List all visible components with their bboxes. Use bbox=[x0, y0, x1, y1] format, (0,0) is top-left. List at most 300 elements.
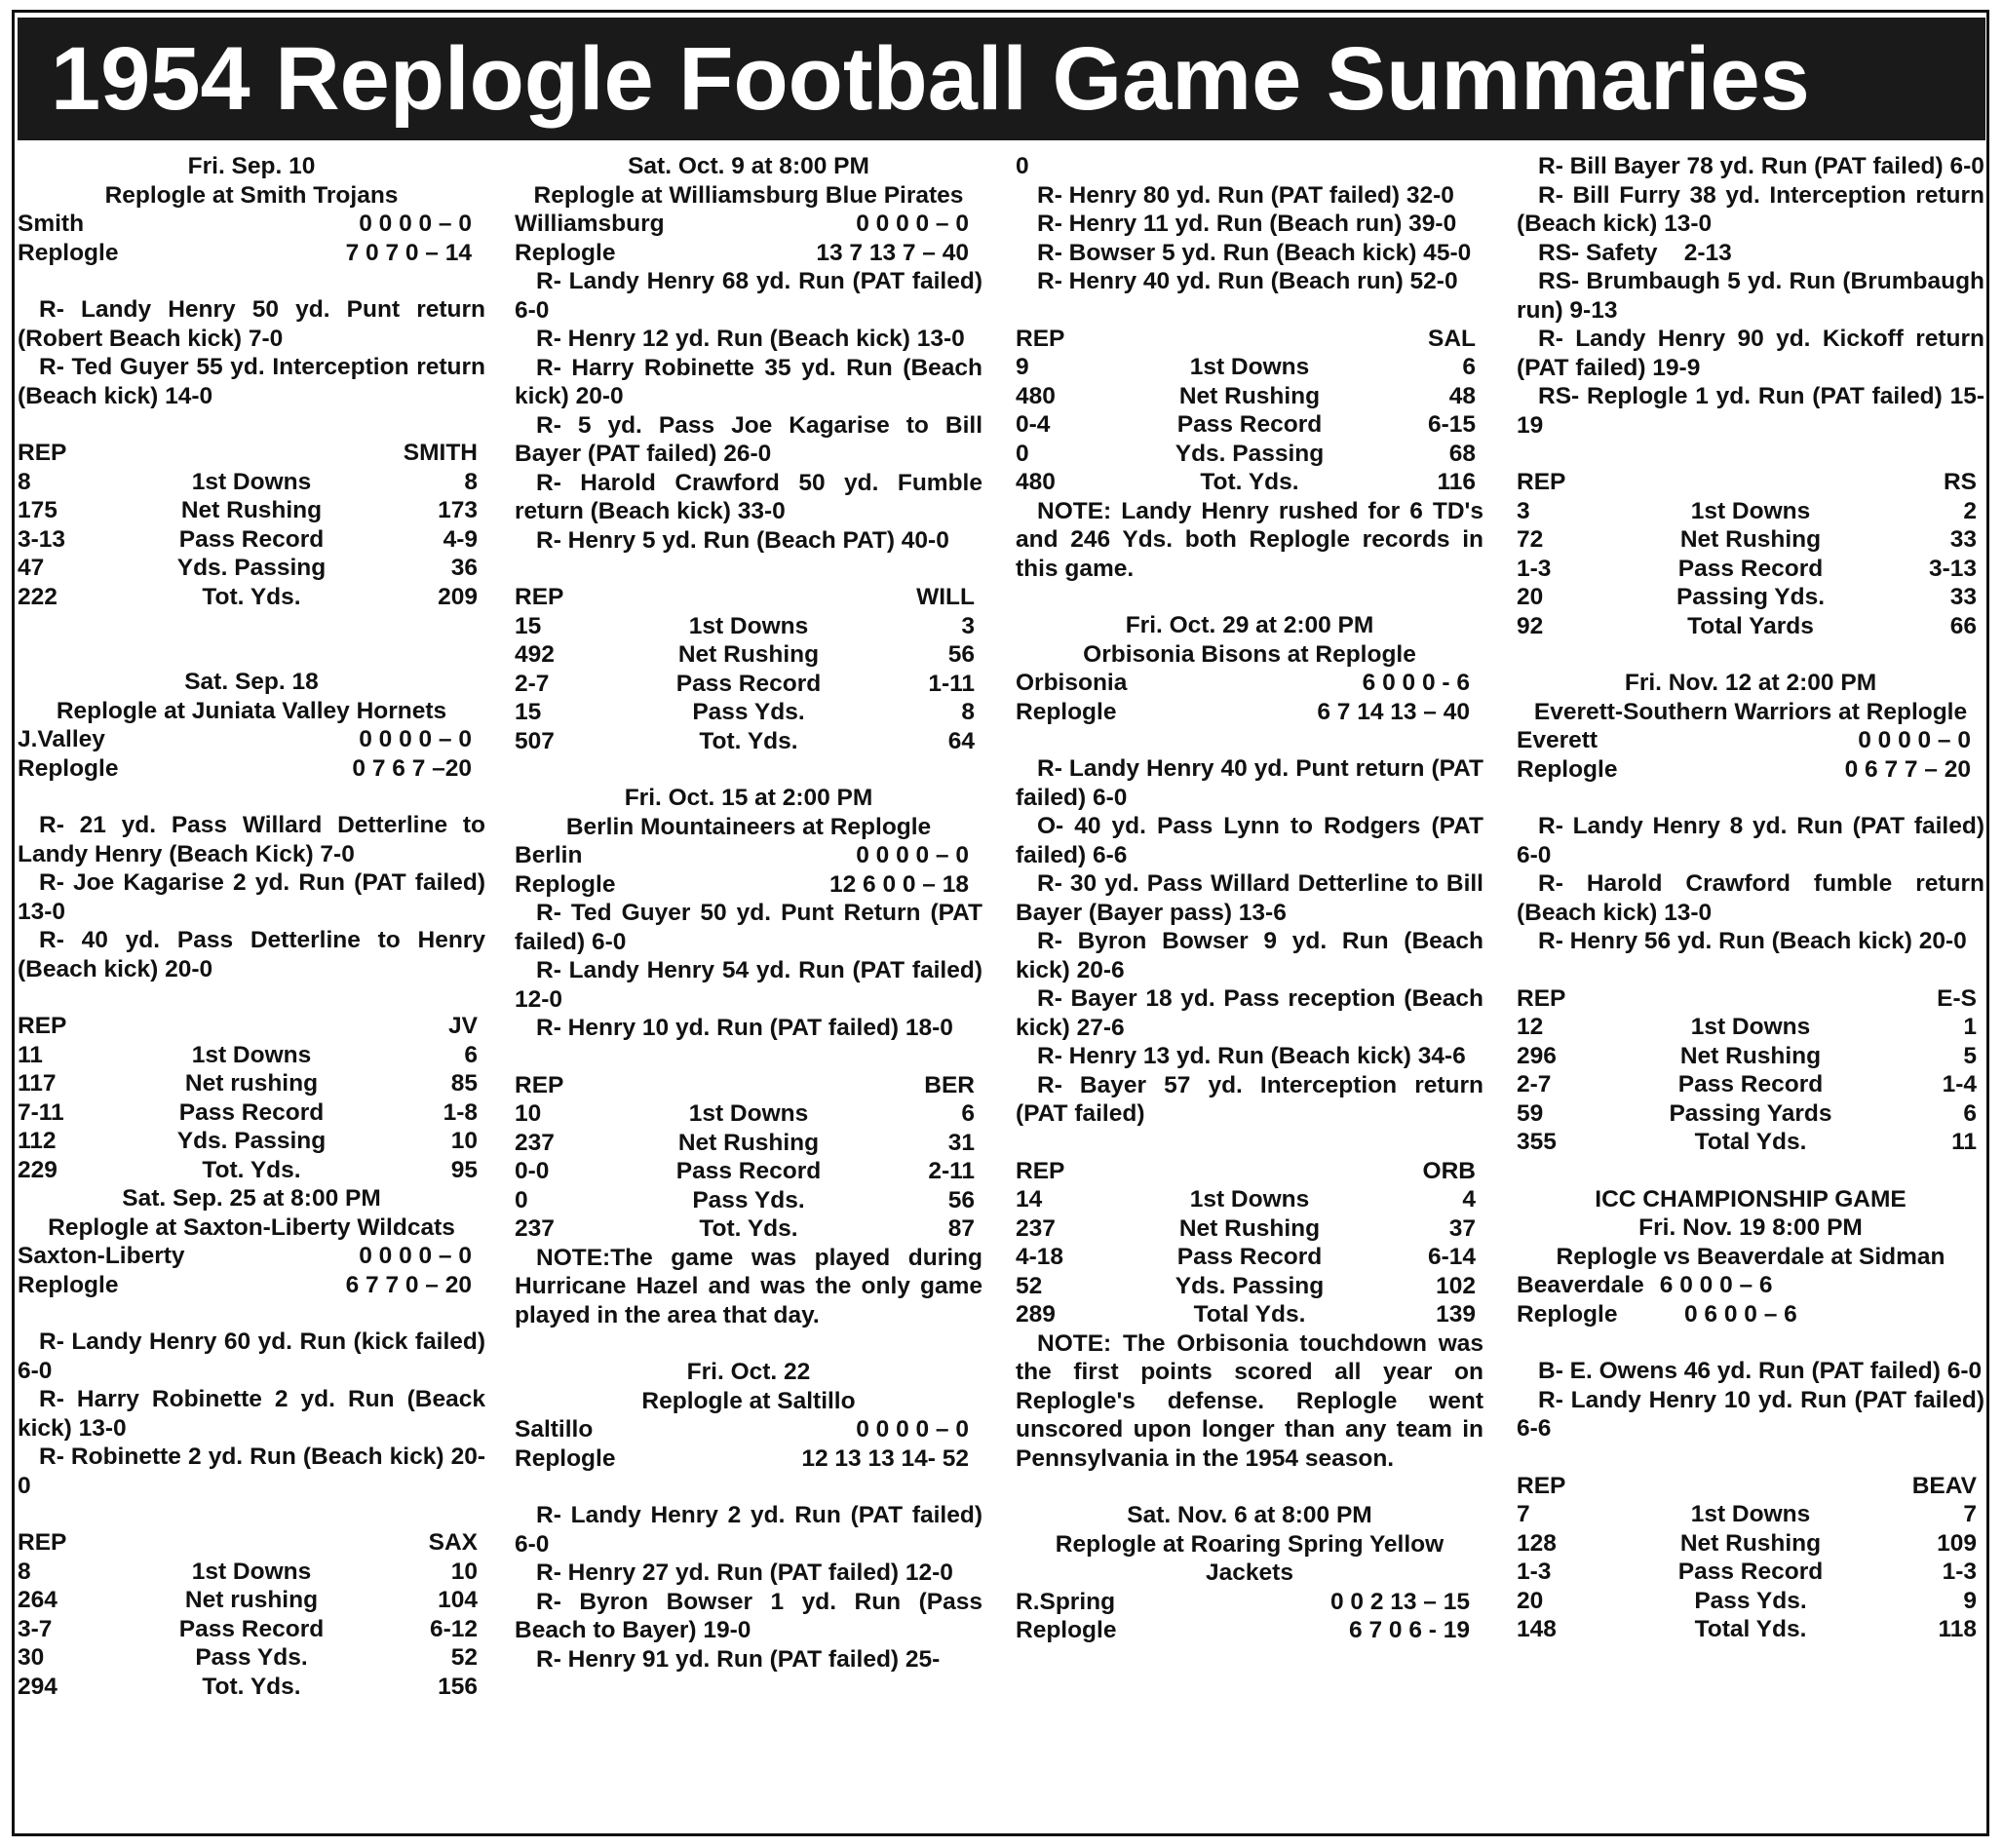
stat-label: Tot. Yds. bbox=[699, 727, 798, 754]
stats-header-cell: REP bbox=[18, 1529, 67, 1556]
stat-label: 1st Downs bbox=[1690, 1014, 1811, 1040]
stat-opp: 3-13 bbox=[1928, 555, 1977, 582]
scoring-play: R- 30 yd. Pass Willard Detterline to Bill Bayer (Bayer pass) 13-6 bbox=[1016, 870, 1483, 926]
stats-header-cell: REP bbox=[1517, 984, 1566, 1012]
stats-table bbox=[515, 583, 982, 755]
stat-rep: 117 bbox=[18, 1070, 57, 1097]
stat-label: 1st Downs bbox=[1690, 1501, 1811, 1527]
team-name: Smith bbox=[18, 211, 85, 237]
stats-header bbox=[1016, 1157, 1483, 1186]
championship-heading: ICC CHAMPIONSHIP GAME bbox=[1595, 1185, 1907, 1213]
stat-label: Pass Record bbox=[1677, 1071, 1824, 1097]
stat-rep: 59 bbox=[1517, 1099, 1544, 1127]
stat-rep: 2-7 bbox=[515, 670, 550, 697]
scoring-play: R- Henry 12 yd. Run (Beach kick) 13-0 bbox=[536, 326, 965, 352]
team-score: 0 0 2 13 – 15 bbox=[1329, 1588, 1470, 1615]
game-berlin bbox=[515, 784, 982, 1329]
stat-rep: 47 bbox=[18, 555, 45, 581]
game-matchup: Orbisonia Bisons at Replogle bbox=[1083, 640, 1416, 668]
stat-opp: 33 bbox=[1949, 584, 1977, 610]
game-date: Fri. Sep. 10 bbox=[187, 153, 316, 179]
scoring-play: R- Henry 56 yd. Run (Beach kick) 20-0 bbox=[1538, 928, 1967, 954]
stats-row bbox=[18, 1673, 485, 1702]
scoring-play: R- 21 yd. Pass Willard Detterline to Landy Henry (Beach Kick) 7-0 bbox=[18, 812, 485, 867]
scoring-play: R- Bill Bayer 78 yd. Run (PAT failed) 6-0 bbox=[1538, 153, 1984, 179]
stat-label: Net Rushing bbox=[1679, 526, 1822, 553]
stat-rep: 0 bbox=[1016, 440, 1029, 467]
stats-row bbox=[18, 583, 485, 612]
stat-opp: 1 bbox=[1963, 1014, 1977, 1040]
game-orbisonia bbox=[1016, 611, 1483, 1473]
team-name: Replogle bbox=[1016, 1617, 1117, 1643]
stat-label: Pass Yds. bbox=[692, 1186, 805, 1213]
stats-header-cell: SAL bbox=[1428, 325, 1476, 352]
stat-opp: 31 bbox=[947, 1129, 975, 1156]
stat-opp: 8 bbox=[961, 699, 975, 725]
score-row bbox=[1517, 726, 1984, 755]
stat-label: 1st Downs bbox=[1189, 354, 1310, 380]
stat-label: 1st Downs bbox=[688, 1100, 809, 1127]
stat-opp: 36 bbox=[450, 555, 478, 581]
score-row bbox=[515, 210, 982, 239]
stats-header-cell: REP bbox=[1517, 469, 1566, 495]
team-score: 6 7 7 0 – 20 bbox=[345, 1271, 472, 1298]
team-name: J.Valley bbox=[18, 726, 105, 752]
stat-opp: 2-11 bbox=[928, 1158, 975, 1184]
stats-header bbox=[1517, 468, 1984, 497]
team-name: Replogle bbox=[18, 239, 119, 266]
stats-row bbox=[18, 1041, 485, 1070]
game-date: Sat. Sep. 25 at 8:00 PM bbox=[122, 1185, 381, 1212]
stats-row bbox=[1517, 497, 1984, 526]
stat-rep: 92 bbox=[1517, 612, 1544, 639]
score-row bbox=[515, 1415, 982, 1444]
stats-row bbox=[1016, 1214, 1483, 1244]
game-everett-southern bbox=[1517, 669, 1984, 1157]
scoring-play: R- Ted Guyer 55 yd. Interception return (Beach kick) 14-0 bbox=[18, 354, 485, 409]
team-name: Everett bbox=[1517, 727, 1599, 753]
game-matchup: Replogle at Smith Trojans bbox=[104, 181, 399, 209]
stats-header-cell: BER bbox=[924, 1071, 975, 1098]
scoring-play: RS- Replogle 1 yd. Run (PAT failed) 15-19 bbox=[1517, 383, 1984, 439]
stat-opp: 1-4 bbox=[1942, 1071, 1977, 1097]
stat-rep: 507 bbox=[515, 727, 555, 754]
team-name: Replogle bbox=[515, 239, 616, 266]
team-name: Replogle bbox=[1517, 755, 1618, 783]
score-row bbox=[1517, 1300, 1984, 1329]
stat-opp: 118 bbox=[1938, 1616, 1977, 1642]
stat-label: Net Rushing bbox=[1178, 382, 1321, 409]
stats-header bbox=[18, 1012, 485, 1041]
stats-row bbox=[1016, 353, 1483, 382]
stats-row bbox=[1517, 1558, 1984, 1587]
scoring-play: R- Byron Bowser 9 yd. Run (Beach kick) 20-6 bbox=[1016, 928, 1483, 983]
stat-opp: 2 bbox=[1963, 497, 1977, 524]
score-row bbox=[18, 1271, 485, 1300]
game-matchup: Everett-Southern Warriors at Replogle bbox=[1533, 698, 1968, 725]
stats-table bbox=[1517, 468, 1984, 640]
scoring-play: R- 40 yd. Pass Detterline to Henry (Beach kick) 20-0 bbox=[18, 927, 485, 982]
stat-rep: 4-18 bbox=[1016, 1244, 1064, 1270]
team-name: Berlin bbox=[515, 842, 583, 868]
stats-table bbox=[1517, 1472, 1984, 1644]
score-row bbox=[1016, 669, 1483, 698]
team-score: 0 0 0 0 – 0 bbox=[856, 842, 969, 868]
team-name: Orbisonia bbox=[1016, 670, 1128, 696]
stats-row bbox=[18, 554, 485, 583]
stats-row bbox=[1517, 583, 1984, 612]
team-score: 6 0 0 0 - 6 bbox=[1362, 670, 1470, 696]
stats-row bbox=[1517, 1128, 1984, 1157]
stat-label: Net Rushing bbox=[1178, 1214, 1321, 1242]
stat-label: 1st Downs bbox=[1690, 497, 1811, 524]
scoring-play: O- 40 yd. Pass Lynn to Rodgers (PAT failed) 6-6 bbox=[1016, 813, 1483, 868]
stats-row bbox=[18, 1156, 485, 1185]
stat-opp: 68 bbox=[1448, 440, 1476, 467]
column-1 bbox=[18, 152, 485, 1701]
scoring-play: R- Joe Kagarise 2 yd. Run (PAT failed) 13-0 bbox=[18, 869, 485, 925]
stat-opp: 6-12 bbox=[429, 1615, 478, 1642]
scoring-play: R- Harry Robinette 35 yd. Run (Beach kick) 20-0 bbox=[515, 354, 982, 409]
stat-opp: 173 bbox=[438, 497, 478, 523]
scoring-play: R- Henry 5 yd. Run (Beach PAT) 40-0 bbox=[536, 526, 949, 554]
stat-opp: 209 bbox=[438, 583, 478, 610]
stats-row bbox=[1016, 1185, 1483, 1214]
game-date: Fri. Oct. 15 at 2:00 PM bbox=[624, 785, 873, 811]
stats-row bbox=[18, 1069, 485, 1098]
scoring-play: R- Robinette 2 yd. Run (Beach kick) 20-0 bbox=[18, 1444, 485, 1499]
stat-label: Pass Record bbox=[178, 1098, 325, 1126]
scoring-play: R- Landy Henry 10 yd. Run (PAT failed) 6-6 bbox=[1517, 1386, 1984, 1442]
scoring-play: R- Henry 11 yd. Run (Beach run) 39-0 bbox=[1037, 211, 1457, 237]
score-row bbox=[1517, 1271, 1984, 1300]
stats-row bbox=[1517, 1615, 1984, 1644]
stat-label: Pass Record bbox=[178, 1615, 325, 1642]
stat-label: Net Rushing bbox=[677, 641, 820, 668]
team-score: 12 6 0 0 – 18 bbox=[828, 870, 969, 898]
scoring-play: R- Ted Guyer 50 yd. Punt Return (PAT failed) 6-0 bbox=[515, 900, 982, 955]
stats-header-cell: ORB bbox=[1422, 1157, 1476, 1184]
score-row bbox=[1016, 698, 1483, 727]
stat-opp: 6-14 bbox=[1427, 1244, 1476, 1270]
stats-table bbox=[18, 1012, 485, 1184]
game-date: Fri. Nov. 19 8:00 PM bbox=[1638, 1214, 1863, 1241]
team-name: Replogle bbox=[515, 1444, 616, 1472]
stat-label: Pass Record bbox=[1677, 555, 1824, 582]
stats-row bbox=[1016, 440, 1483, 469]
scoring-play: R- Harry Robinette 2 yd. Run (Beack kick) 13-0 bbox=[18, 1386, 485, 1442]
stats-header bbox=[1016, 325, 1483, 354]
scoring-play: RS- Safety 2-13 bbox=[1538, 239, 1732, 266]
scoring-play: R- Landy Henry 2 yd. Run (PAT failed) 6-0 bbox=[515, 1502, 982, 1558]
game-note: NOTE:The game was played during Hurricane Hazel and was the only game played in the area that day. bbox=[515, 1244, 982, 1328]
game-matchup: Replogle at Williamsburg Blue Pirates bbox=[533, 181, 964, 209]
stats-row bbox=[1517, 1070, 1984, 1099]
stats-header bbox=[18, 1528, 485, 1558]
score-row bbox=[515, 1444, 982, 1474]
stat-rep: 7-11 bbox=[18, 1098, 64, 1126]
stats-header bbox=[18, 439, 485, 468]
team-score: 7 0 7 0 – 14 bbox=[345, 239, 472, 266]
stat-label: Yds. Passing bbox=[176, 1128, 327, 1154]
stat-label: Pass Yds. bbox=[195, 1644, 308, 1671]
stat-rep: 7 bbox=[1517, 1501, 1530, 1527]
game-roaring-spring-continued bbox=[1517, 152, 1984, 640]
stat-rep: 9 bbox=[1016, 354, 1029, 380]
stat-opp: 4 bbox=[1462, 1186, 1476, 1213]
stat-rep: 8 bbox=[18, 468, 31, 495]
team-score: 0 0 0 0 – 0 bbox=[856, 1416, 969, 1443]
stats-header-cell: WILL bbox=[916, 584, 975, 610]
stat-rep: 8 bbox=[18, 1558, 31, 1585]
stats-row bbox=[18, 1586, 485, 1615]
stats-header-cell: REP bbox=[18, 440, 67, 466]
score-row bbox=[515, 870, 982, 900]
game-icc-championship bbox=[1517, 1185, 1984, 1644]
stat-rep: 0-4 bbox=[1016, 411, 1051, 438]
stats-table bbox=[1016, 325, 1483, 497]
team-score: 12 13 13 14- 52 bbox=[801, 1444, 969, 1472]
stat-rep: 148 bbox=[1517, 1616, 1557, 1642]
stat-opp: 11 bbox=[1951, 1129, 1977, 1155]
stats-row bbox=[515, 640, 982, 670]
stat-opp: 48 bbox=[1448, 382, 1476, 409]
score-row bbox=[515, 841, 982, 870]
scoring-play: R- Bill Furry 38 yd. Interception return (Beach kick) 13-0 bbox=[1517, 181, 1984, 237]
stat-label: Tot. Yds. bbox=[202, 1673, 301, 1700]
game-roaring-spring bbox=[1016, 1501, 1483, 1645]
stat-opp: 6 bbox=[1963, 1099, 1977, 1127]
stat-opp: 102 bbox=[1436, 1272, 1476, 1299]
team-score: 13 7 13 7 – 40 bbox=[816, 239, 969, 266]
game-date: Fri. Nov. 12 at 2:00 PM bbox=[1624, 670, 1877, 696]
team-name: Williamsburg bbox=[515, 211, 665, 237]
team-score: 0 6 0 0 – 6 bbox=[1684, 1300, 1797, 1328]
stat-opp: 56 bbox=[947, 641, 975, 668]
scoring-play: R- Henry 91 yd. Run (PAT failed) 25- bbox=[536, 1645, 941, 1673]
stat-label: Pass Record bbox=[178, 525, 325, 553]
score-row bbox=[1517, 755, 1984, 785]
game-matchup: Replogle at Saltillo bbox=[641, 1387, 856, 1414]
team-score: 6 7 14 13 – 40 bbox=[1317, 698, 1470, 725]
stat-opp: 1-11 bbox=[928, 670, 975, 697]
stat-rep: 480 bbox=[1016, 469, 1056, 495]
stats-header bbox=[515, 583, 982, 612]
stats-header-cell: REP bbox=[18, 1013, 67, 1039]
game-matchup: Berlin Mountaineers at Replogle bbox=[565, 813, 932, 840]
stat-label: Pass Record bbox=[1176, 411, 1323, 438]
stat-rep: 1-3 bbox=[1517, 1559, 1552, 1585]
game-williamsburg bbox=[515, 152, 982, 755]
stats-header-cell: JV bbox=[448, 1013, 478, 1039]
stats-row bbox=[18, 1127, 485, 1156]
stat-rep: 128 bbox=[1517, 1529, 1557, 1557]
scoring-play: R- Landy Henry 90 yd. Kickoff return (PAT failed) 19-9 bbox=[1517, 326, 1984, 381]
stats-table bbox=[18, 439, 485, 611]
stat-label: Tot. Yds. bbox=[202, 1156, 301, 1183]
team-score: 0 0 0 0 – 0 bbox=[856, 211, 969, 237]
stats-header bbox=[1517, 1472, 1984, 1501]
stats-row bbox=[515, 1214, 982, 1244]
game-saltillo-continued bbox=[1016, 152, 1483, 583]
stat-opp: 10 bbox=[450, 1128, 478, 1154]
team-score: 0 7 6 7 –20 bbox=[352, 754, 472, 782]
stats-row bbox=[515, 1129, 982, 1158]
stats-table bbox=[515, 1071, 982, 1244]
stats-row bbox=[1016, 468, 1483, 497]
scoring-play: R- Landy Henry 60 yd. Run (kick failed) 6-0 bbox=[18, 1328, 485, 1384]
stats-header-cell: REP bbox=[1016, 325, 1065, 352]
stat-opp: 104 bbox=[438, 1587, 478, 1613]
scoring-play: RS- Brumbaugh 5 yd. Run (Brumbaugh run) 9-13 bbox=[1517, 268, 1984, 324]
stat-rep: 296 bbox=[1517, 1042, 1557, 1069]
scoring-play: R- Harold Crawford 50 yd. Fumble return (Beach kick) 33-0 bbox=[515, 469, 982, 524]
stats-row bbox=[1517, 612, 1984, 641]
score-row bbox=[18, 754, 485, 784]
stats-row bbox=[515, 698, 982, 727]
stats-row bbox=[515, 727, 982, 756]
team-name: Replogle bbox=[1016, 698, 1117, 725]
stat-rep: 3 bbox=[1517, 497, 1530, 524]
team-name: Replogle bbox=[18, 1271, 119, 1298]
stats-header-cell: BEAV bbox=[1911, 1472, 1977, 1499]
continued-text: 0 bbox=[1016, 153, 1029, 179]
scoring-play: R- Landy Henry 40 yd. Punt return (PAT failed) 6-0 bbox=[1016, 755, 1483, 811]
scoring-play: R- Landy Henry 54 yd. Run (PAT failed) 12-0 bbox=[515, 957, 982, 1013]
stat-label: Pass Record bbox=[675, 670, 822, 697]
stat-opp: 8 bbox=[464, 468, 478, 495]
team-name: Beaverdale bbox=[1517, 1272, 1644, 1298]
game-note: NOTE: The Orbisonia touchdown was the first points scored all year on Replogle's defense. Replogle went unscored upon longer than any team in Pennsylvania in the 1954 season. bbox=[1016, 1329, 1483, 1472]
score-row bbox=[1016, 1588, 1483, 1617]
stats-header-cell: REP bbox=[1517, 1472, 1566, 1499]
stat-rep: 20 bbox=[1517, 1587, 1544, 1614]
stat-opp: 95 bbox=[450, 1156, 478, 1183]
stat-label: 1st Downs bbox=[191, 1558, 312, 1585]
team-name: Replogle bbox=[18, 754, 119, 782]
game-saltillo bbox=[515, 1358, 982, 1674]
team-name: R.Spring bbox=[1016, 1588, 1116, 1615]
stat-opp: 6 bbox=[961, 1100, 975, 1127]
stat-opp: 85 bbox=[450, 1070, 478, 1097]
stat-opp: 7 bbox=[1963, 1501, 1977, 1527]
team-score: 0 0 0 0 – 0 bbox=[359, 1243, 472, 1269]
team-score: 0 6 7 7 – 20 bbox=[1844, 755, 1971, 783]
stat-rep: 112 bbox=[18, 1128, 57, 1154]
stat-label: Total Yards bbox=[1687, 612, 1814, 639]
game-note: NOTE: Landy Henry rushed for 6 TD's and 246 Yds. both Replogle records in this game. bbox=[1016, 497, 1483, 582]
stats-row bbox=[515, 1157, 982, 1186]
page-title: 1954 Replogle Football Game Summaries bbox=[18, 18, 1985, 140]
stats-table bbox=[1517, 984, 1984, 1157]
scoring-play: R- Byron Bowser 1 yd. Run (Pass Beach to Bayer) 19-0 bbox=[515, 1588, 982, 1643]
scoring-play: R- Landy Henry 8 yd. Run (PAT failed) 6-0 bbox=[1517, 813, 1984, 868]
stat-label: Total Yds. bbox=[1694, 1129, 1807, 1155]
stats-row bbox=[18, 525, 485, 555]
stat-rep: 72 bbox=[1517, 526, 1544, 553]
stat-opp: 1-8 bbox=[443, 1098, 478, 1126]
stat-label: Passing Yds. bbox=[1676, 584, 1826, 610]
team-name: Saxton-Liberty bbox=[18, 1243, 185, 1269]
stat-rep: 492 bbox=[515, 641, 555, 668]
stat-label: Yds. Passing bbox=[176, 555, 327, 581]
stat-label: Pass Yds. bbox=[692, 699, 805, 725]
stat-opp: 52 bbox=[450, 1644, 478, 1671]
stat-rep: 12 bbox=[1517, 1014, 1544, 1040]
stat-opp: 1-3 bbox=[1942, 1559, 1977, 1585]
stat-opp: 4-9 bbox=[443, 525, 478, 553]
stat-rep: 222 bbox=[18, 583, 58, 610]
stat-label: 1st Downs bbox=[688, 612, 809, 639]
scoring-play: B- E. Owens 46 yd. Run (PAT failed) 6-0 bbox=[1538, 1358, 1983, 1384]
stats-header-cell: E-S bbox=[1937, 984, 1977, 1012]
stats-row bbox=[515, 670, 982, 699]
stats-row bbox=[1016, 1272, 1483, 1301]
stat-label: Tot. Yds. bbox=[1200, 469, 1299, 495]
stats-header-cell: REP bbox=[1016, 1157, 1065, 1184]
stat-opp: 87 bbox=[947, 1215, 975, 1242]
team-name: Saltillo bbox=[515, 1416, 594, 1443]
scoring-play: R- 5 yd. Pass Joe Kagarise to Bill Bayer (PAT failed) 26-0 bbox=[515, 411, 982, 467]
game-date: Sat. Sep. 18 bbox=[184, 669, 319, 695]
stat-rep: 15 bbox=[515, 699, 542, 725]
stat-label: Net Rushing bbox=[1679, 1042, 1822, 1069]
scoring-play: R- Henry 27 yd. Run (PAT failed) 12-0 bbox=[536, 1559, 953, 1586]
stats-row bbox=[1517, 1099, 1984, 1129]
stat-opp: 3 bbox=[961, 612, 975, 639]
game-date: Fri. Oct. 29 at 2:00 PM bbox=[1125, 612, 1374, 638]
scoring-play: R- Henry 13 yd. Run (Beach kick) 34-6 bbox=[1037, 1043, 1466, 1069]
stat-opp: 139 bbox=[1436, 1301, 1476, 1328]
stat-label: Pass Record bbox=[1677, 1559, 1824, 1585]
stat-rep: 11 bbox=[18, 1041, 43, 1068]
stat-label: Total Yds. bbox=[1694, 1616, 1807, 1642]
score-row bbox=[515, 239, 982, 268]
scoring-play: R- Harold Crawford fumble return (Beach kick) 13-0 bbox=[1517, 870, 1984, 926]
stat-rep: 229 bbox=[18, 1156, 58, 1183]
team-score: 0 0 0 0 – 0 bbox=[359, 726, 472, 752]
scoring-play: R- Henry 10 yd. Run (PAT failed) 18-0 bbox=[536, 1015, 953, 1041]
stat-opp: 116 bbox=[1437, 469, 1476, 495]
stats-row bbox=[1517, 1587, 1984, 1616]
stat-rep: 3-7 bbox=[18, 1615, 53, 1642]
game-matchup: Replogle at Roaring Spring Yellow Jackets bbox=[1055, 1530, 1444, 1586]
stats-row bbox=[1016, 382, 1483, 411]
team-name: Replogle bbox=[515, 870, 616, 898]
stats-row bbox=[1517, 525, 1984, 555]
stat-rep: 264 bbox=[18, 1587, 58, 1613]
stats-header-cell: REP bbox=[515, 1071, 564, 1098]
stat-opp: 66 bbox=[1949, 612, 1977, 639]
stats-header bbox=[515, 1071, 982, 1100]
scoring-play: R- Bowser 5 yd. Run (Beach kick) 45-0 bbox=[1037, 239, 1472, 266]
stat-opp: 109 bbox=[1937, 1529, 1977, 1557]
team-score: 6 0 0 0 – 6 bbox=[1659, 1272, 1773, 1298]
stat-label: Tot. Yds. bbox=[699, 1215, 798, 1242]
stat-opp: 37 bbox=[1448, 1214, 1476, 1242]
stat-opp: 33 bbox=[1949, 526, 1977, 553]
stat-label: 1st Downs bbox=[1189, 1186, 1310, 1213]
stat-label: Yds. Passing bbox=[1175, 1272, 1325, 1299]
game-date: Sat. Nov. 6 at 8:00 PM bbox=[1127, 1502, 1372, 1528]
stats-row bbox=[18, 1615, 485, 1644]
stat-label: Net Rushing bbox=[1679, 1529, 1822, 1557]
stats-header-cell: SMITH bbox=[403, 440, 478, 466]
game-saxton-liberty bbox=[18, 1184, 485, 1701]
stats-row bbox=[1517, 1042, 1984, 1071]
stat-opp: 5 bbox=[1963, 1042, 1977, 1069]
stats-row bbox=[515, 1186, 982, 1215]
